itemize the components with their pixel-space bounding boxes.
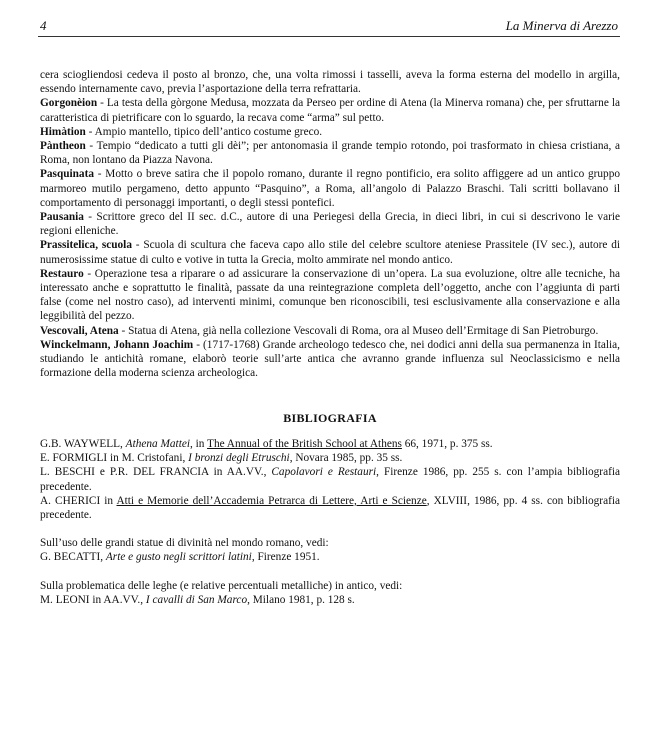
page-header xyxy=(38,18,620,37)
entry-text: Tempio “dedicato a tutti gli dèi”; per antonomasia il grande tempio rotondo, poi trasformato in chiesa cristiana, a Roma, non lontano da Piazza Navona. xyxy=(40,140,620,167)
bibliography-heading: BIBLIOGRAFIA xyxy=(283,411,377,425)
entry-text: La testa della gòrgone Medusa, mozzata da Perseo per ordine di Atena (la Minerva romana) che, per sfruttarne la caratteristica di pietrificare con lo sguardo, la recava come “arma” sul petto. xyxy=(40,97,620,124)
entry-text: Operazione tesa a riparare o ad assicurare la conservazione di un’opera. La sua evoluzione, oltre alle tecniche, ha interessato anche e soprattutto le finalità, passate da una reintegrazione completa dell’oggetto, anche con l’aggiunta di parti false (come nel nostro caso), ad interventi minimi, comunque ben riconoscibili, tesi esclusivamente alla conservazione e alla leggibilità del pezzo. xyxy=(40,267,620,323)
entry-text: Scrittore greco del II sec. d.C., autore di una Periegesi della Grecia, in dieci libri, in cui si descrivono le varie regioni elleniche. xyxy=(40,211,621,238)
glossary-intro: cera sciogliendosi cedeva il posto al bronzo, che, una volta rimossi i tasselli, aveva la forma esterna del modello in argilla, essendo internamente cavo, previa l’asportazione della terra refrattaria. xyxy=(40,69,620,96)
entry-term: Prassitelica, scuola xyxy=(40,239,132,252)
bibliography-ref: M. LEONI in AA.VV., I cavalli di San Marco, Milano 1981, p. 128 s. xyxy=(40,593,355,606)
entry-text: Statua di Atena, già nella collezione Vescovali di Roma, ora al Museo dell’Ermitage di San Pietroburgo. xyxy=(128,324,599,337)
page-number: 4 xyxy=(40,18,47,33)
glossary-entry: Himàtion - Ampio mantello, tipico dell’antico costume greco. xyxy=(40,125,323,138)
glossary-entry: Pasquinata - Motto o breve satira che il popolo romano, durante il regno pontificio, era solito affiggere ad un antico gruppo marmoreo mutilo pergameno, detto appunto “Pasquino”, a Roma, all’angolo di Palazzo Braschi. Tali scritti bollavano il comportamento di personaggi importanti, o degli stessi pontefici. xyxy=(40,168,620,209)
entry-text: Scuola di scultura che faceva capo allo stile del celebre scultore ateniese Prassitele (IV sec.), autore di numerosissime statue di culto e votive in tutta la Grecia, molto ammirate nel mondo antico. xyxy=(40,239,620,266)
bibliography-ref: G.B. WAYWELL, Athena Mattei, in The Annual of the British School at Athens 66, 1971, p. 375 ss. xyxy=(40,438,493,450)
glossary-entry: Restauro - Operazione tesa a riparare o ad assicurare la conservazione di un’opera. La sua evoluzione, oltre alle tecniche, ha interessato anche e soprattutto le finalità, passate da una reintegrazione completa dell’oggetto, anche con l’aggiunta di parti false (come nel nostro caso), ad interventi minimi, comunque ben riconoscibili, tesi esclusivamente alla conservazione e alla leggibilità del pezzo. xyxy=(40,267,620,323)
entry-text: (1717-1768) Grande archeologo tedesco che, nei dodici anni della sua permanenza in Italia, studiando le antichità romane, elaborò teorie sull’arte antica che avranno grande influenza sul Neoclassicismo e nella formazione della moderna scienza archeologica. xyxy=(40,338,620,380)
entry-term: Restauro xyxy=(40,267,84,280)
bibliography-note: Sulla problematica delle leghe (e relative percentuali metalliche) in antico, vedi: xyxy=(40,579,403,592)
entry-term: Vescovali, Atena xyxy=(40,324,119,337)
entry-term: Pàntheon xyxy=(40,140,86,153)
glossary-entry: Pàntheon - Tempio “dedicato a tutti gli dèi”; per antonomasia il grande tempio rotondo, poi trasformato in chiesa cristiana, a Roma, non lontano da Piazza Navona. xyxy=(40,140,620,167)
bibliography-ref: A. CHERICI in Atti e Memorie dell’Accademia Petrarca di Lettere, Arti e Scienze, XLVIII, 1986, pp. 4 ss. con bibliografia precedente. xyxy=(40,494,620,522)
bibliography-ref: E. FORMIGLI in M. Cristofani, I bronzi degli Etruschi, Novara 1985, pp. 35 ss. xyxy=(40,452,403,465)
bibliography-ref: G. BECATTI, Arte e gusto negli scrittori latini, Firenze 1951. xyxy=(40,551,320,564)
running-title: La Minerva di Arezzo xyxy=(505,18,618,33)
entry-term: Winckelmann, Johann Joachim xyxy=(40,338,194,351)
entry-term: Himàtion xyxy=(40,125,86,138)
glossary-entry: Vescovali, Atena - Statua di Atena, già nella collezione Vescovali di Roma, ora al Museo dell’Ermitage di San Pietroburgo. xyxy=(40,324,599,337)
bibliography-ref: L. BESCHI e P.R. DEL FRANCIA in AA.VV., Capolavori e Restauri, Firenze 1986, pp. 255 s. con l’ampia bibliografia precedente. xyxy=(40,466,620,493)
glossary-entry: Winckelmann, Johann Joachim - (1717-1768) Grande archeologo tedesco che, nei dodici anni della sua permanenza in Italia, studiando le antichità romane, elaborò teorie sull’arte antica che avranno grande influenza sul Neoclassicismo e nella formazione della moderna scienza archeologica. xyxy=(40,338,620,380)
entry-term: Pausania xyxy=(40,211,84,224)
bibliography xyxy=(40,437,620,607)
bibliography-note: Sull’uso delle grandi statue di divinità nel mondo romano, vedi: xyxy=(40,537,329,550)
glossary-entry: Pausania - Scrittore greco del II sec. d.C., autore di una Periegesi della Grecia, in dieci libri, in cui si descrivono le varie regioni elleniche. xyxy=(40,211,621,238)
entry-term: Gorgonèion xyxy=(40,97,98,110)
glossary xyxy=(40,68,620,380)
entry-text: Ampio mantello, tipico dell’antico costume greco. xyxy=(94,125,323,138)
entry-term: Pasquinata xyxy=(40,168,94,181)
glossary-entry: Gorgonèion - La testa della gòrgone Medusa, mozzata da Perseo per ordine di Atena (la Minerva romana) che, per sfruttarne la caratteristica di pietrificare con lo sguardo, la recava come “arma” sul petto. xyxy=(40,97,620,124)
entry-text: Motto o breve satira che il popolo romano, durante il regno pontificio, era solito affiggere ad un antico gruppo marmoreo mutilo pergameno, detto appunto “Pasquino”, a Roma, all’angolo di Palazzo Braschi. Tali scritti bollavano il comportamento di personaggi importanti, o degli stessi pontefici. xyxy=(40,168,620,209)
glossary-entry: Prassitelica, scuola - Scuola di scultura che faceva capo allo stile del celebre scultore ateniese Prassitele (IV sec.), autore di numerosissime statue di culto e votive in tutta la Grecia, molto ammirate nel mondo antico. xyxy=(40,239,620,266)
